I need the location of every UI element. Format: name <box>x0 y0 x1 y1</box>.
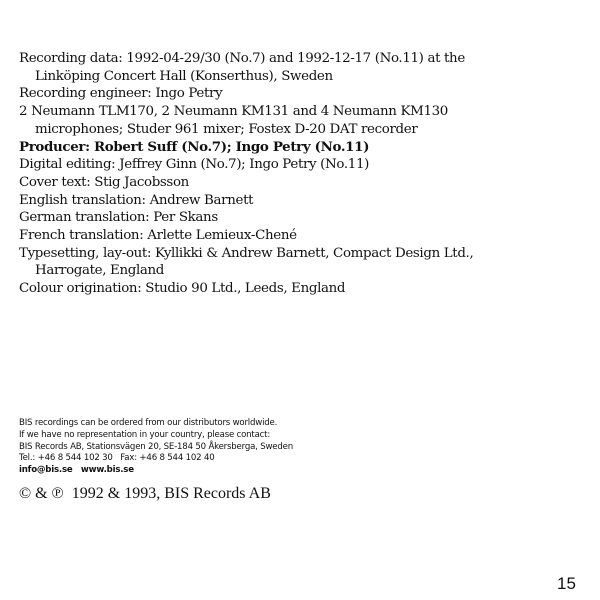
credit-line: Linköping Concert Hall (Konserthus), Sweden <box>35 68 333 84</box>
credit-line: microphones; Studer 961 mixer; Fostex D-20 DAT recorder <box>35 121 418 137</box>
credit-line: Recording engineer: Ingo Petry <box>19 86 223 102</box>
credit-line: Recording data: 1992-04-29/30 (No.7) and 1992-12-17 (No.11) at the <box>19 51 465 66</box>
info-line: Tel.: +46 8 544 102 30 Fax: +46 8 544 102 40 <box>19 453 215 464</box>
credit-line: Cover text: Stig Jacobsson <box>19 174 189 190</box>
info-line: If we have no representation in your country, please contact: <box>19 429 271 440</box>
credit-line: Digital editing: Jeffrey Ginn (No.7); Ingo Petry (No.11) <box>19 157 369 173</box>
credit-line: English translation: Andrew Barnett <box>19 192 254 208</box>
info-line: BIS Records AB, Stationsvägen 20, SE-184 50 Åkersberga, Sweden <box>19 441 293 452</box>
producer-line: Producer: Robert Suff (No.7); Ingo Petry (No.11) <box>19 138 370 155</box>
credit-line: 2 Neumann TLM170, 2 Neumann KM131 and 4 Neumann KM130 <box>19 104 448 120</box>
credit-line: French translation: Arlette Lemieux-Chené <box>19 228 297 244</box>
contact-line: info@bis.se www.bis.se <box>19 465 134 476</box>
info-line: BIS recordings can be ordered from our distributors worldwide. <box>19 418 278 428</box>
credit-line: Colour origination: Studio 90 Ltd., Leeds, England <box>19 281 346 297</box>
ordering-info <box>19 418 293 477</box>
credit-line: Harrogate, England <box>35 263 165 279</box>
page-number: 15 <box>557 574 576 593</box>
credit-line: Typesetting, lay-out: Kyllikki & Andrew Barnett, Compact Design Ltd., <box>19 245 474 261</box>
copyright: © & ℗ 1992 & 1993, BIS Records AB <box>19 485 271 502</box>
credits-block <box>19 50 473 298</box>
credit-line: German translation: Per Skans <box>19 210 218 226</box>
